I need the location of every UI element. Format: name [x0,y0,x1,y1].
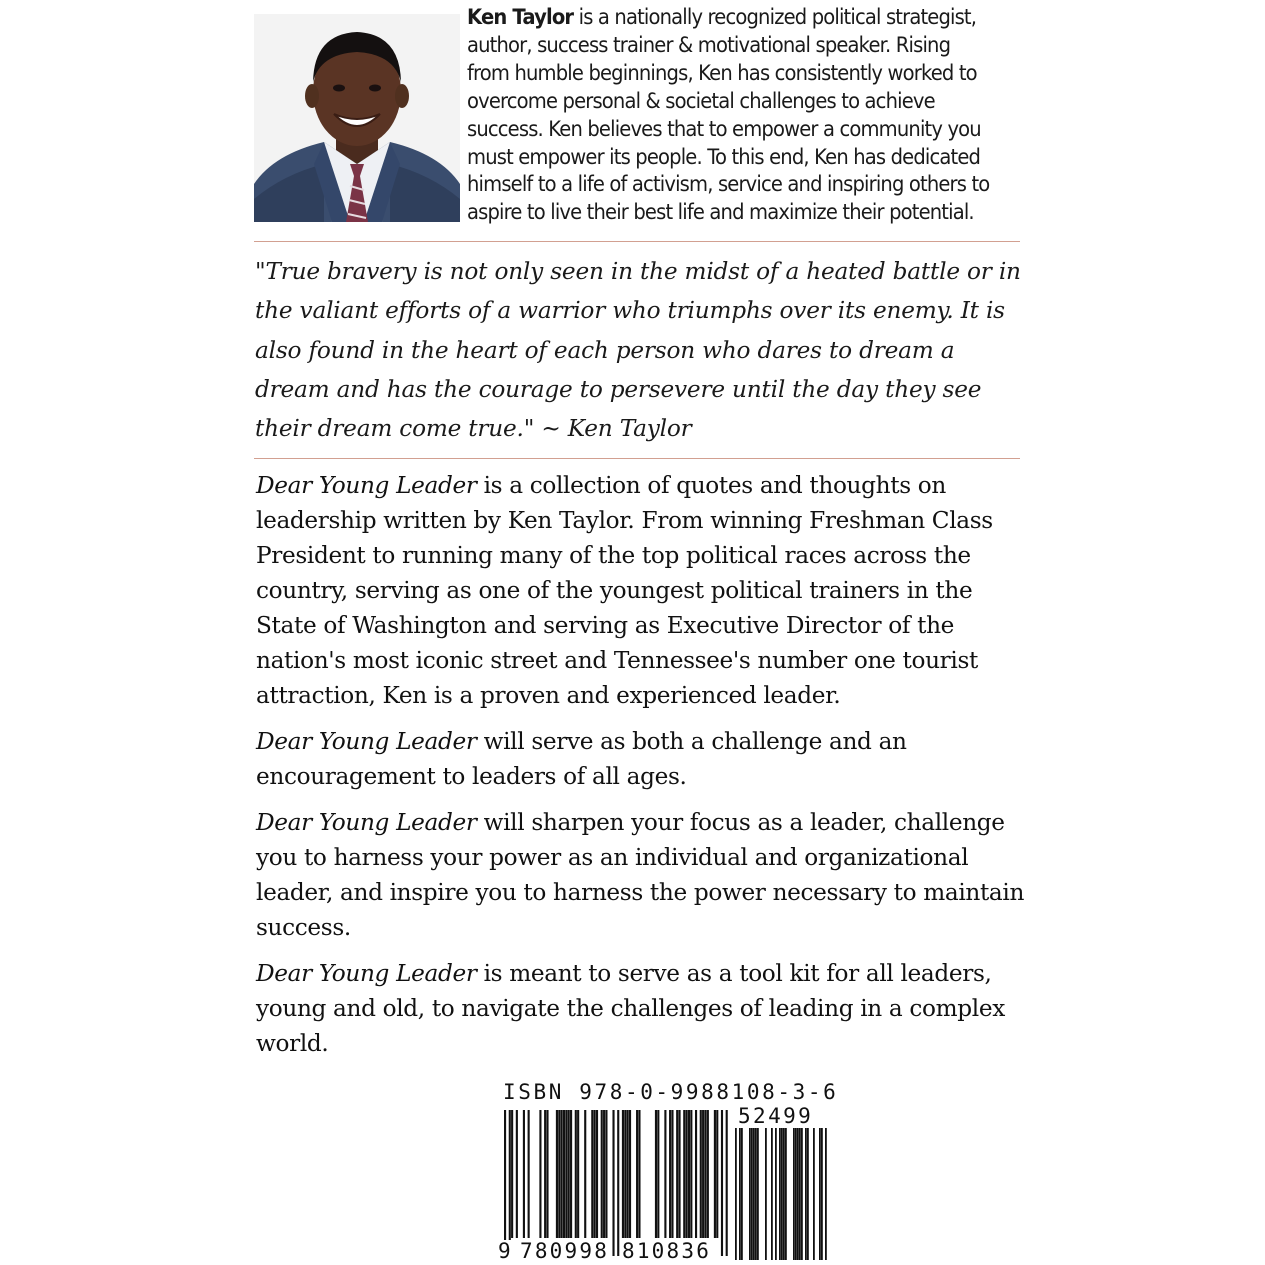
barcode-bar [690,1110,692,1238]
barcode-bar [596,1110,598,1238]
barcode-bar [797,1128,799,1260]
book-title: Dear Young Leader [256,728,477,755]
barcode-bar [704,1110,706,1238]
author-name: Ken Taylor [467,5,574,29]
barcode-bar [676,1110,678,1238]
barcode-bar [523,1110,525,1238]
barcode-bar [516,1110,518,1238]
barcode-bar [563,1110,565,1238]
barcode-bar [726,1110,728,1256]
barcode-bar [511,1110,513,1238]
barcode-bar [702,1110,704,1238]
isbn-label: ISBN 978-0-9988108-3-6 [503,1080,839,1104]
barcode-bar [751,1128,753,1260]
barcode-bar [741,1128,743,1260]
barcode-bar [509,1110,511,1256]
barcode-bar [594,1110,596,1238]
ean-right-digits: 810836 [622,1239,712,1263]
barcode-bar [819,1128,821,1260]
barcode-bar [825,1128,827,1260]
barcode-bar [629,1110,631,1238]
barcode-bar [584,1110,586,1238]
book-description [256,468,1036,1072]
barcode-bar [721,1110,723,1256]
barcode-bar [739,1128,741,1260]
barcode-bar [568,1110,570,1238]
barcode-bar [783,1128,785,1260]
barcode-bar [793,1128,795,1260]
barcode-bar [700,1110,702,1238]
barcode-bar [671,1110,673,1238]
description-paragraph: Dear Young Leader is meant to serve as a tool kit for all leaders, young and old, to navigate the challenges of leading in a complex world. [256,960,1005,1057]
book-title: Dear Young Leader [256,472,477,499]
barcode-bar [655,1110,657,1238]
barcode-bar [771,1128,773,1260]
barcode-bar [683,1110,685,1238]
barcode-bar [707,1110,709,1238]
ean-barcode [504,1110,728,1263]
barcode-bar [565,1110,567,1238]
barcode-bar [749,1128,751,1260]
barcode-bar [716,1110,718,1238]
barcode-bar [556,1110,558,1238]
barcode-bar [591,1110,593,1238]
barcode-bar [805,1128,807,1260]
barcode-bar [622,1110,624,1238]
barcode-bar [638,1110,640,1238]
book-title: Dear Young Leader [256,960,477,987]
book-title: Dear Young Leader [256,809,477,836]
author-bio [467,4,997,227]
barcode-bar [775,1128,777,1260]
barcode-bar [695,1110,697,1238]
description-paragraph: Dear Young Leader will serve as both a challenge and an encouragement to leaders of all ages. [256,728,907,790]
barcode-bar [669,1110,671,1238]
barcode-bar [755,1128,757,1260]
barcode-bar [624,1110,626,1238]
price-code: 52499 [738,1104,814,1128]
barcode-bar [664,1110,666,1238]
ean-first-digit: 9 [498,1239,511,1263]
barcode-bar [686,1110,688,1238]
barcode-bar [795,1128,797,1260]
barcode-bar [617,1110,619,1256]
ean-left-digits: 780998 [520,1239,610,1263]
price-addon-barcode [735,1128,829,1260]
barcode-bar [785,1128,787,1260]
barcode-bar [765,1128,767,1260]
barcode-bar [714,1110,716,1238]
barcode-bar [781,1128,783,1260]
barcode-bar [570,1110,572,1238]
barcode-bar [753,1128,755,1260]
divider-top [254,241,1020,242]
barcode-bar [813,1128,815,1260]
barcode-bar [636,1110,638,1238]
barcode-bar [605,1110,607,1238]
barcode-bar [807,1128,809,1260]
barcode-bar [779,1128,781,1260]
divider-bottom [254,458,1020,459]
barcode-bar [603,1110,605,1238]
barcode-bar [657,1110,659,1238]
barcode-bar [799,1128,801,1260]
barcode-bar [601,1110,603,1238]
barcode-bar [504,1110,506,1256]
author-photo [254,14,460,222]
barcode-bar [627,1110,629,1238]
barcode-bar [528,1110,530,1238]
barcode-bar [561,1110,563,1238]
barcode-bar [821,1128,823,1260]
barcode-bar [735,1128,737,1260]
barcode-bar [575,1110,577,1238]
description-paragraph: Dear Young Leader will sharpen your focus as a leader, challenge you to harness your power as an individual and organizational leader, and inspire you to harness the power necessary to maintain success. [256,809,1025,941]
barcode-bar [577,1110,579,1238]
barcode-bar [546,1110,548,1238]
barcode-bar [688,1110,690,1238]
barcode-bar [612,1110,614,1256]
barcode-bar [558,1110,560,1238]
barcode-bar [678,1110,680,1238]
barcode-bar [801,1128,803,1260]
barcode-bar [539,1110,541,1238]
barcode-bar [757,1128,759,1260]
quote-text: "True bravery is not only seen in the midst of a heated battle or in the valiant efforts of a warrior who triumphs over its enemy. It is also found in the heart of each person who dares to dream a dream and has the courage to persevere until the day they see their dream come true." ~ Ken Taylor [255,258,1021,443]
barcode-bar [544,1110,546,1238]
description-paragraph: Dear Young Leader is a collection of quotes and thoughts on leadership written by Ken Taylor. From winning Freshman Class President to running many of the top political races across the country, serving as one of the youngest political trainers in the State of Washington and serving as Executive Director of the nation's most iconic street and Tennessee's number one tourist attraction, Ken is a proven and experienced leader. [256,472,993,709]
author-bio-text: is a nationally recognized political strategist, author, success trainer & motivational speaker. Rising from humble beginnings, Ken has consistently worked to overcome personal & societal challenges to achieve success. Ken believes that to empower a community you must empower its people. To this end, Ken has dedicated himself to a life of activism, service and inspiring others to aspire to live their best life and maximize their potential. [467,5,990,225]
